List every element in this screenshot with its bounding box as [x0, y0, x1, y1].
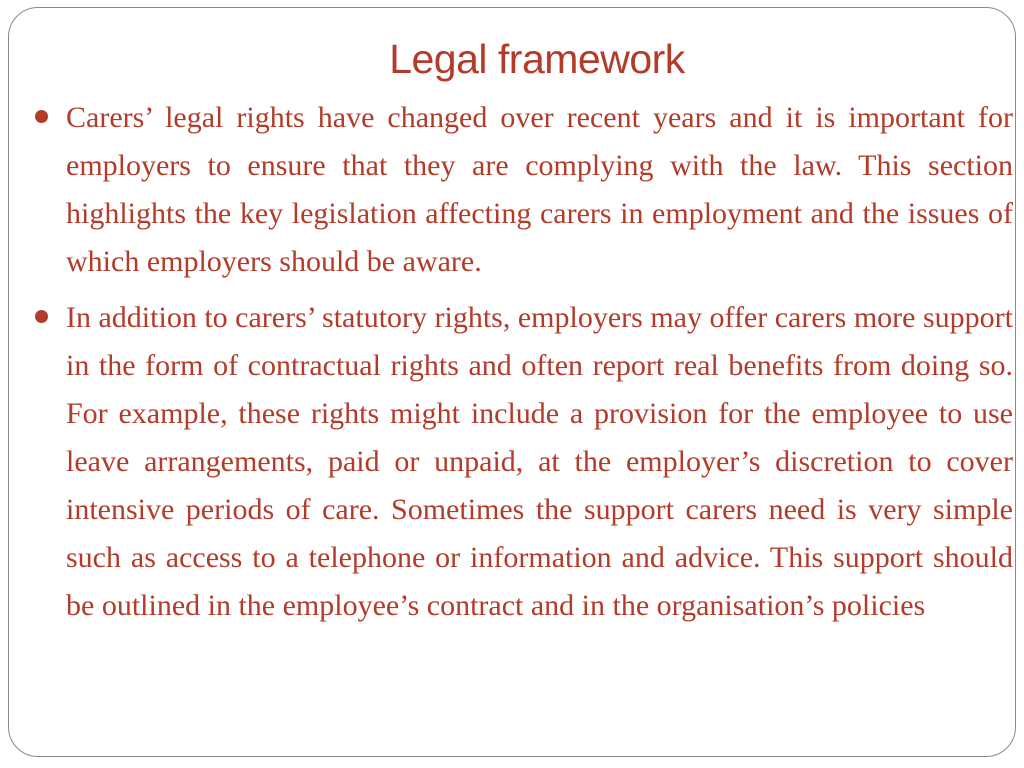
bullet-item-legal-rights — [66, 94, 1013, 286]
bullet-list — [66, 94, 1013, 638]
bullet-text: In addition to carers’ statutory rights, employers may offer carers more support in the form of contractual rights and often report real benefits from doing so. For example, these rights might include a provision for the employee to use leave arrangements, paid or unpaid, at the employer’s discretion to cover intensive periods of care. Sometimes the support carers need is very simple such as access to a telephone or information and advice. This support should be outlined in the employee’s contract and in the organisation’s policies — [66, 301, 1013, 622]
bullet-item-additional-support — [66, 294, 1013, 630]
slide-title: Legal framework — [389, 36, 685, 82]
bullet-text: Carers’ legal rights have changed over recent years and it is important for employers to ensure that they are complying with the law. This section highlights the key legislation affecting carers in employment and the issues of which employers should be aware. — [66, 101, 1013, 278]
bullet-dot-icon — [35, 110, 48, 123]
bullet-dot-icon — [35, 310, 48, 323]
